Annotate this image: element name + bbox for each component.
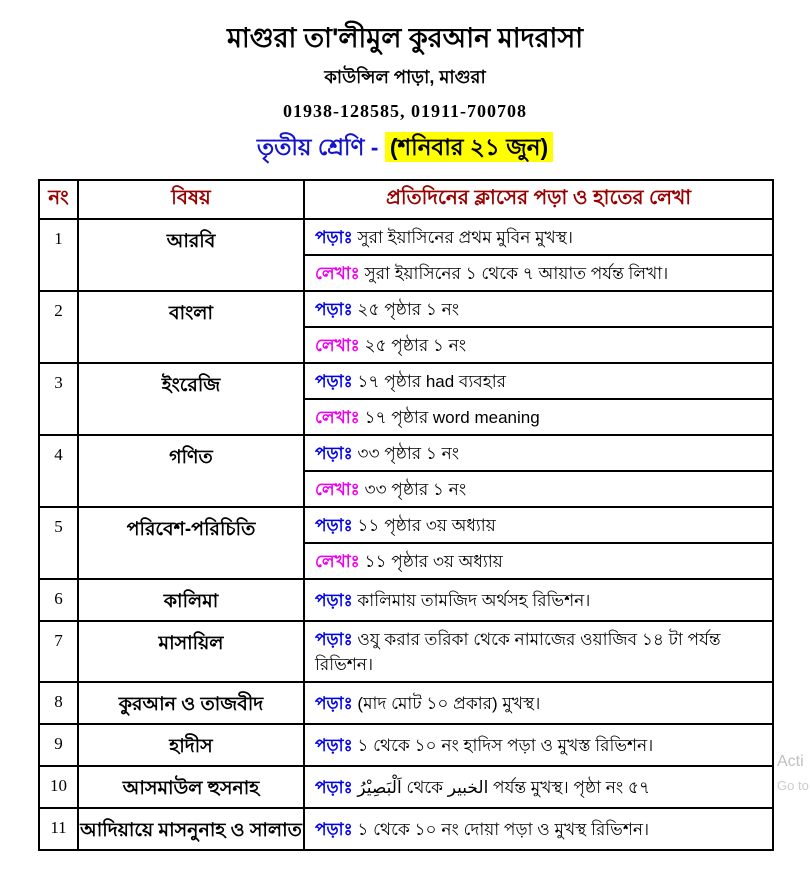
homework-cell	[304, 621, 773, 682]
phone-numbers: 01938-128585, 01911-700708	[283, 101, 527, 121]
homework-text: ১ থেকে ১০ নং দোয়া পড়া ও মুখস্থ রিভিশন।	[357, 819, 650, 839]
subject-cell: আসমাউল হুসনাহ	[78, 766, 304, 808]
homework-text: ২৫ পৃষ্ঠার ১ নং	[357, 299, 460, 319]
class-name-label: তৃতীয় শ্রেণি -	[256, 134, 379, 160]
homework-cell	[304, 291, 773, 327]
table-row	[39, 766, 773, 808]
row-number-cell: 9	[39, 724, 78, 766]
table-row	[39, 291, 773, 327]
homework-cell	[304, 682, 773, 724]
watermark-line2: Go to	[777, 778, 809, 793]
pora-label: পড়াঃ	[315, 819, 353, 839]
row-number-cell: 5	[39, 507, 78, 579]
class-line	[0, 129, 810, 168]
table-row	[39, 682, 773, 724]
subject-cell: গণিত	[78, 435, 304, 507]
table-row	[39, 808, 773, 850]
pora-label: পড়াঃ	[315, 777, 353, 797]
homework-text: কালিমায় তামজিদ অর্থসহ রিভিশন।	[357, 590, 591, 610]
lekha-label: লেখাঃ	[315, 551, 360, 571]
homework-cell	[304, 766, 773, 808]
row-number-cell: 2	[39, 291, 78, 363]
table-row	[39, 724, 773, 766]
homework-cell	[304, 327, 773, 363]
lekha-label: লেখাঃ	[315, 479, 360, 499]
pora-label: পড়াঃ	[315, 371, 353, 391]
header-subject: বিষয়	[78, 180, 304, 219]
homework-text: ২৫ পৃষ্ঠার ১ নং	[364, 335, 467, 355]
table-row	[39, 621, 773, 682]
subject-cell: কালিমা	[78, 579, 304, 621]
watermark-line1: Acti	[777, 753, 804, 770]
table-row	[39, 363, 773, 399]
pora-label: পড়াঃ	[315, 629, 353, 649]
lekha-label: লেখাঃ	[315, 263, 360, 283]
page-title: মাগুরা তা'লীমুল কুরআন মাদরাসা	[226, 23, 584, 53]
table-row	[39, 435, 773, 471]
subject-cell: আরবি	[78, 219, 304, 291]
pora-label: পড়াঃ	[315, 693, 353, 713]
homework-text: ৩৩ পৃষ্ঠার ১ নং	[364, 479, 467, 499]
subject-cell: ইংরেজি	[78, 363, 304, 435]
homework-text: ১ থেকে ১০ নং হাদিস পড়া ও মুখস্ত রিভিশন।	[357, 735, 654, 755]
homework-cell	[304, 363, 773, 399]
row-number-cell: 11	[39, 808, 78, 850]
lekha-label: লেখাঃ	[315, 407, 360, 427]
homework-cell	[304, 399, 773, 435]
homework-cell	[304, 579, 773, 621]
table-header-row	[39, 180, 773, 219]
document-header	[0, 0, 810, 168]
address-line: কাউন্সিল পাড়া, মাগুরা	[324, 67, 486, 87]
row-number-cell: 6	[39, 579, 78, 621]
homework-text: সুরা ইয়াসিনের ১ থেকে ৭ আয়াত পর্যন্ত লিখা।	[364, 263, 669, 283]
pora-label: পড়াঃ	[315, 515, 353, 535]
row-number-cell: 3	[39, 363, 78, 435]
homework-cell	[304, 507, 773, 543]
row-number-cell: 10	[39, 766, 78, 808]
pora-label: পড়াঃ	[315, 227, 353, 247]
table-row	[39, 579, 773, 621]
pora-label: পড়াঃ	[315, 735, 353, 755]
homework-cell	[304, 219, 773, 255]
row-number-cell: 7	[39, 621, 78, 682]
header-no: নং	[39, 180, 78, 219]
subject-cell: আদিয়ায়ে মাসনুনাহ ও সালাত	[78, 808, 304, 850]
class-date-highlight: (শনিবার ২১ জুন)	[385, 132, 553, 162]
table-row	[39, 219, 773, 255]
homework-cell	[304, 471, 773, 507]
row-number-cell: 1	[39, 219, 78, 291]
homework-cell	[304, 435, 773, 471]
subject-cell: হাদীস	[78, 724, 304, 766]
homework-text: ১৭ পৃষ্ঠার word meaning	[364, 407, 540, 427]
homework-text: সুরা ইয়াসিনের প্রথম মুবিন মুখস্থ।	[357, 227, 574, 247]
homework-text: ১১ পৃষ্ঠার ৩য় অধ্যায়	[364, 551, 503, 571]
pora-label: পড়াঃ	[315, 590, 353, 610]
homework-text: ওযু করার তরিকা থেকে নামাজের ওয়াজিব ১৪ টা পর্যন্ত রিভিশন।	[315, 629, 721, 674]
header-details: প্রতিদিনের ক্লাসের পড়া ও হাতের লেখা	[304, 180, 773, 219]
pora-label: পড়াঃ	[315, 443, 353, 463]
homework-text: ১১ পৃষ্ঠার ৩য় অধ্যায়	[357, 515, 496, 535]
homework-cell	[304, 724, 773, 766]
homework-cell	[304, 255, 773, 291]
subject-cell: মাসায়িল	[78, 621, 304, 682]
homework-cell	[304, 808, 773, 850]
homework-text: اَلْبَصِيْرُ থেকে الخبير পর্যন্ত মুখস্থ। পৃষ্ঠা নং ৫৭	[357, 777, 651, 797]
homework-cell	[304, 543, 773, 579]
table-row	[39, 507, 773, 543]
subject-cell: বাংলা	[78, 291, 304, 363]
row-number-cell: 4	[39, 435, 78, 507]
pora-label: পড়াঃ	[315, 299, 353, 319]
lekha-label: লেখাঃ	[315, 335, 360, 355]
homework-text: ১৭ পৃষ্ঠার had ব্যবহার	[357, 371, 506, 391]
row-number-cell: 8	[39, 682, 78, 724]
windows-activation-watermark	[777, 753, 809, 793]
homework-text: ৩৩ পৃষ্ঠার ১ নং	[357, 443, 460, 463]
homework-table	[38, 179, 774, 851]
subject-cell: পরিবেশ-পরিচিতি	[78, 507, 304, 579]
homework-text: (মাদ মোট ১০ প্রকার) মুখস্থ।	[357, 693, 541, 713]
subject-cell: কুরআন ও তাজবীদ	[78, 682, 304, 724]
